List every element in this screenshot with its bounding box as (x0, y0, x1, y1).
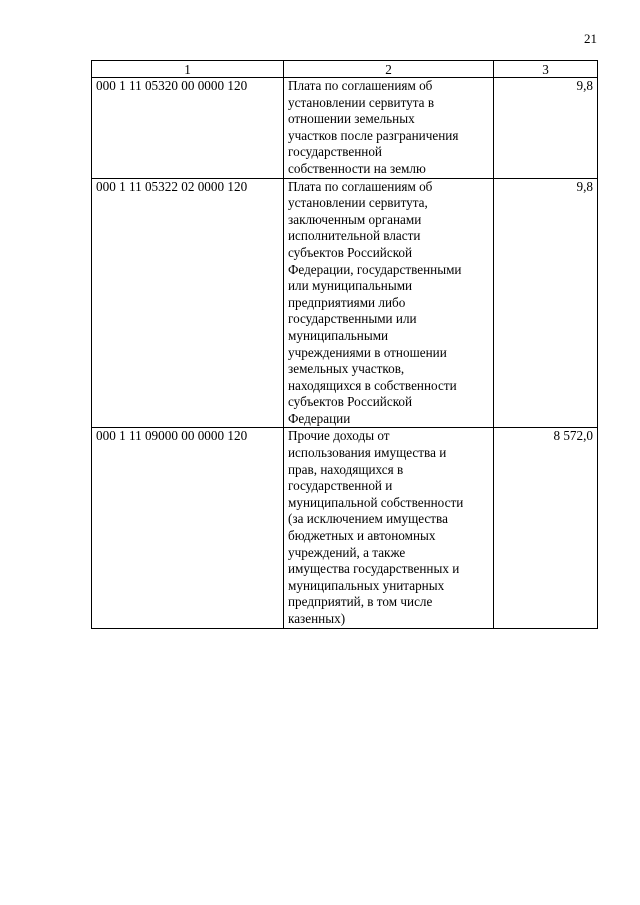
description-line: бюджетных и автономных (288, 528, 436, 544)
amount: 9,8 (494, 178, 598, 428)
classification-code: 000 1 11 05322 02 0000 120 (92, 178, 284, 428)
description-line: государственными или (288, 311, 417, 327)
description-line: учреждениями в отношении (288, 344, 447, 360)
description-line: (за исключением имущества (288, 511, 448, 527)
description-line: Плата по соглашениям об (288, 178, 433, 194)
page-number: 21 (584, 31, 597, 46)
description-line: муниципальной собственности (288, 494, 464, 510)
revenue-description (284, 428, 494, 628)
amount: 8 572,0 (494, 428, 598, 628)
description-line: учреждений, а также (288, 544, 406, 560)
description-line: использования имущества и (288, 445, 447, 461)
table-header-row (92, 61, 598, 78)
description-line: Плата по соглашениям об (288, 78, 433, 93)
description-line: или муниципальными (288, 278, 413, 294)
description-line: предприятий, в том числе (288, 594, 433, 610)
column-header-1: 1 (92, 61, 284, 78)
classification-code: 000 1 11 09000 00 0000 120 (92, 428, 284, 628)
description-line: предприятиями либо (288, 294, 406, 310)
revenue-description (284, 178, 494, 428)
column-header-2: 2 (284, 61, 494, 78)
description-line: участков после разграничения (288, 127, 459, 143)
description-line: субъектов Российской (288, 394, 413, 410)
table-row (92, 428, 598, 628)
description-line: исполнительной власти (288, 228, 421, 244)
description-line: казенных) (288, 611, 346, 626)
table-row (92, 178, 598, 428)
description-line: установлении сервитута, (288, 195, 428, 211)
description-line: Федерации, государственными (288, 261, 462, 277)
description-line: муниципальными (288, 327, 389, 343)
description-line: земельных участков, (288, 361, 405, 377)
description-line: государственной и (288, 478, 393, 494)
description-line: государственной (288, 144, 382, 160)
column-header-3: 3 (494, 61, 598, 78)
amount: 9,8 (494, 78, 598, 179)
budget-revenue-table (91, 60, 598, 629)
description-line: собственности на землю (288, 160, 426, 176)
description-line: муниципальных унитарных (288, 577, 445, 593)
description-line: Прочие доходы от (288, 428, 390, 444)
description-line: заключенным органами (288, 211, 422, 227)
description-line: отношении земельных (288, 111, 415, 127)
revenue-description (284, 78, 494, 179)
description-line: имущества государственных и (288, 561, 460, 577)
description-line: субъектов Российской (288, 244, 413, 260)
description-line: прав, находящихся в (288, 461, 404, 477)
description-line: установлении сервитута в (288, 94, 435, 110)
description-line: находящихся в собственности (288, 377, 457, 393)
table-row (92, 78, 598, 179)
classification-code: 000 1 11 05320 00 0000 120 (92, 78, 284, 179)
description-line: Федерации (288, 410, 351, 426)
